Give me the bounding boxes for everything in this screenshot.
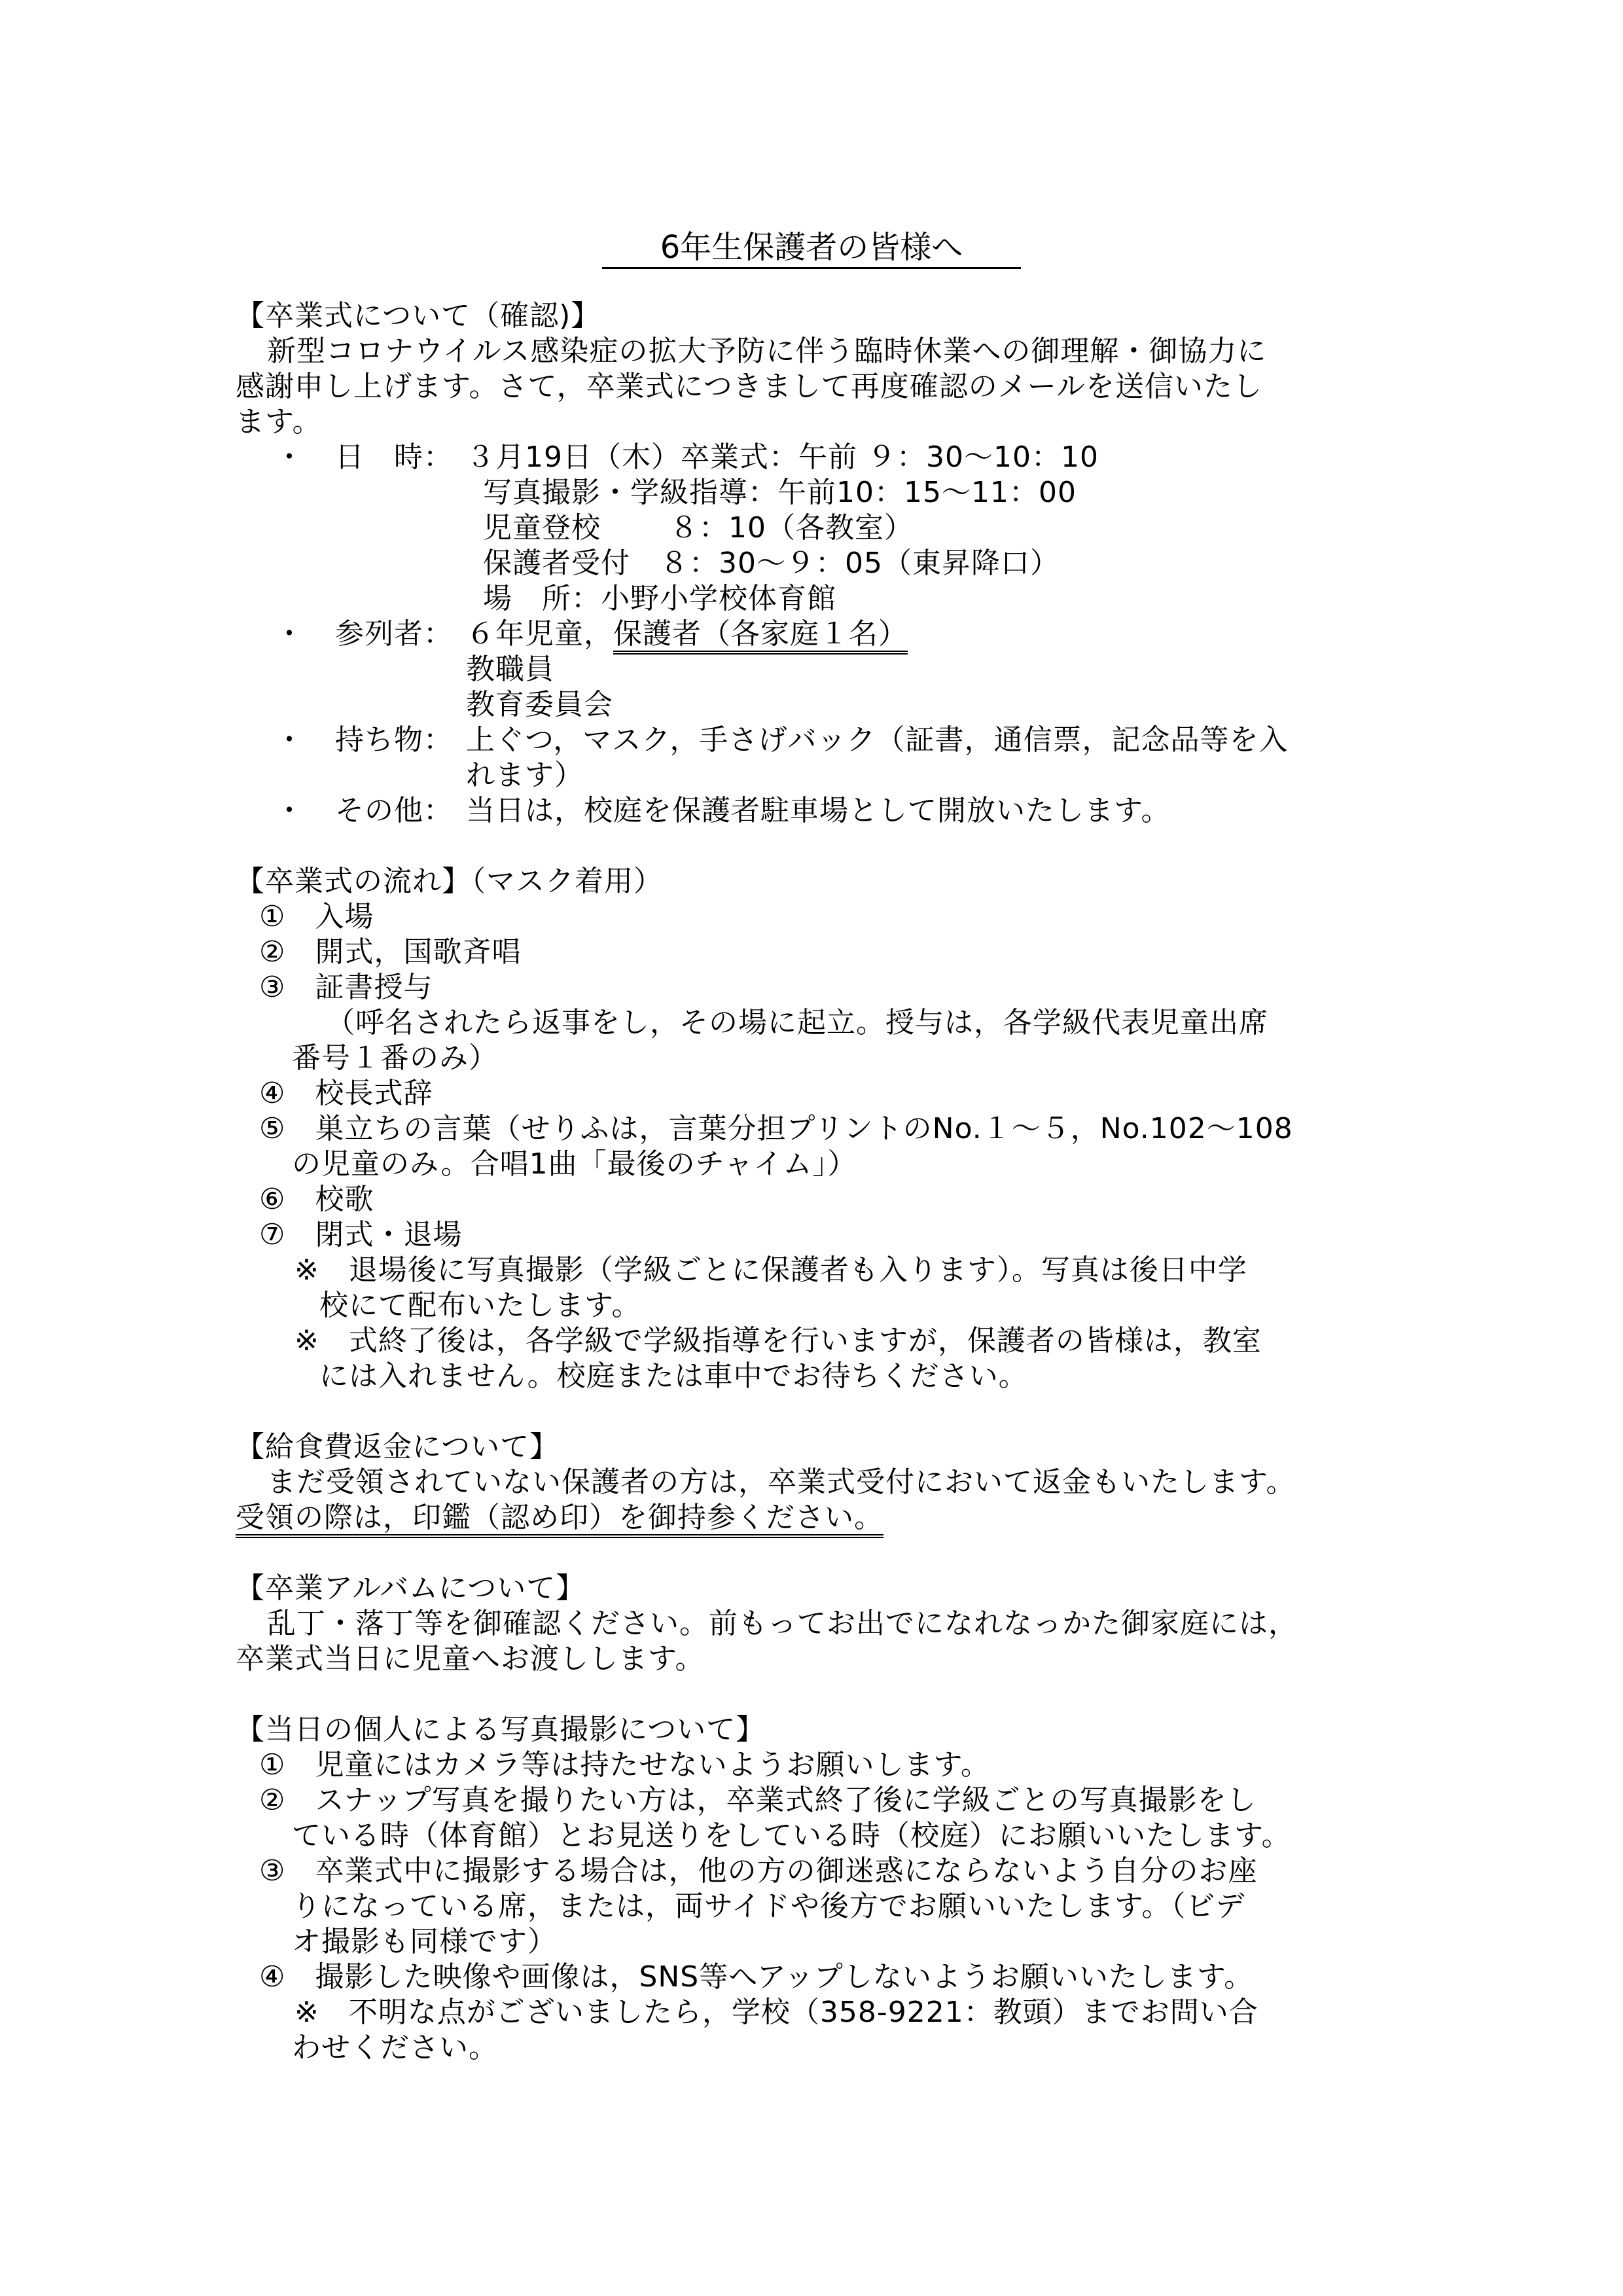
intro-line: 感謝申し上げます。さて，卒業式につきまして再度確認のメールを送信いたし xyxy=(236,370,1262,403)
attendees-label: 参列者： xyxy=(335,617,453,651)
album-heading: 【卒業アルバムについて】 xyxy=(236,1571,586,1605)
contact-note: わせください。 xyxy=(292,2031,498,2064)
flow-note: には入れません。校庭または車中でお待ちください。 xyxy=(319,1359,1028,1393)
photo-item: ている時（体育館）とお見送りをしている時（校庭）にお願いいたします。 xyxy=(292,1819,1291,1852)
flow-item: ⑦ 閉式・退場 xyxy=(259,1218,463,1251)
attendees-value: 教育委員会 xyxy=(466,688,613,721)
photo-item: りになっている席，または，両サイドや後方でお願いいたします。（ビデ xyxy=(292,1890,1245,1923)
venue-value: 場 所：小野小学校体育館 xyxy=(483,582,836,615)
flow-item: ④ 校長式辞 xyxy=(259,1077,433,1110)
flow-item: ③ 証書授与 xyxy=(259,971,433,1004)
other-label: その他： xyxy=(335,794,453,827)
flow-heading: 【卒業式の流れ】（マスク着用） xyxy=(236,865,663,898)
belongings-value: れます） xyxy=(466,759,584,792)
photo-item: ② スナップ写真を撮りたい方は，卒業式終了後に学級ごとの写真撮影をし xyxy=(259,1784,1257,1817)
album-text: 卒業式当日に児童へお渡しします。 xyxy=(236,1642,705,1676)
attendees-value: 教職員 xyxy=(466,653,554,686)
attendees-value xyxy=(466,617,908,652)
photo-item: オ撮影も同様です） xyxy=(292,1925,557,1958)
page-title: 6年生保護者の皆様へ xyxy=(602,228,1021,269)
flow-note: 校にて配布いたします。 xyxy=(319,1289,641,1322)
ceremony-heading: 【卒業式について（確認)】 xyxy=(236,299,601,332)
bullet: ・ xyxy=(275,617,304,651)
datetime-value: ３月19日（木）卒業式：午前 ９：30～10：10 xyxy=(466,440,1099,474)
lunch-refund-text xyxy=(236,1500,883,1535)
belongings-value: 上ぐつ，マスク，手さげバック（証書，通信票，記念品等を入 xyxy=(466,723,1289,757)
intro-line: 新型コロナウイルス感染症の拡大予防に伴う臨時休業への御理解・御協力に xyxy=(267,334,1267,368)
flow-item: ⑥ 校歌 xyxy=(259,1183,374,1216)
flow-item-note: 番号１番のみ） xyxy=(292,1041,498,1075)
seal-reminder: 受領の際は，印鑑（認め印）を御持参ください。 xyxy=(236,1501,883,1538)
bullet: ・ xyxy=(275,723,304,757)
photo-heading: 【当日の個人による写真撮影について】 xyxy=(236,1713,766,1746)
album-text: 乱丁・落丁等を御確認ください。前もってお出でになれなっかた御家庭には， xyxy=(267,1607,1298,1640)
flow-note: ※ 式終了後は，各学級で学級指導を行いますが，保護者の皆様は，教室 xyxy=(294,1324,1262,1357)
lunch-refund-heading: 【給食費返金について】 xyxy=(236,1430,560,1463)
bullet: ・ xyxy=(275,440,304,474)
datetime-value: 保護者受付 ８：30～９：05（東昇降口） xyxy=(483,547,1060,580)
attendees-children: ６年児童， xyxy=(466,617,613,651)
bullet: ・ xyxy=(275,794,304,827)
lunch-refund-text: まだ受領されていない保護者の方は，卒業式受付において返金もいたします。 xyxy=(267,1465,1296,1499)
other-value: 当日は，校庭を保護者駐車場として開放いたします。 xyxy=(466,794,1171,827)
intro-line: ます。 xyxy=(236,405,322,439)
datetime-value: 写真撮影・学級指導：午前10：15～11：00 xyxy=(483,476,1077,509)
belongings-label: 持ち物： xyxy=(335,723,453,757)
flow-item: の児童のみ。合唱1曲「最後のチャイム」） xyxy=(292,1147,857,1181)
photo-item: ① 児童にはカメラ等は持たせないようお願いします。 xyxy=(259,1748,990,1782)
flow-item: ⑤ 巣立ちの言葉（せりふは，言葉分担プリントのNo.１～５，No.102～108 xyxy=(259,1112,1293,1145)
photo-item: ③ 卒業式中に撮影する場合は，他の方の御迷惑にならないよう自分のお座 xyxy=(259,1854,1258,1888)
datetime-value: 児童登校 ８：10（各教室） xyxy=(483,511,914,545)
flow-item: ② 開式，国歌斉唱 xyxy=(259,935,522,969)
flow-item: ① 入場 xyxy=(259,900,374,933)
flow-item-note: （呼名されたら返事をし，その場に起立。授与は，各学級代表児童出席 xyxy=(326,1006,1268,1039)
contact-note: ※ 不明な点がございましたら，学校（358-9221：教頭）までお問い合 xyxy=(294,1996,1258,2029)
attendees-guardians: 保護者（各家庭１名） xyxy=(613,617,908,655)
photo-item: ④ 撮影した映像や画像は，SNS等へアップしないようお願いいたします。 xyxy=(259,1960,1254,1994)
datetime-label: 日 時： xyxy=(335,440,453,474)
flow-note: ※ 退場後に写真撮影（学級ごとに保護者も入ります）。写真は後日中学 xyxy=(294,1253,1247,1287)
